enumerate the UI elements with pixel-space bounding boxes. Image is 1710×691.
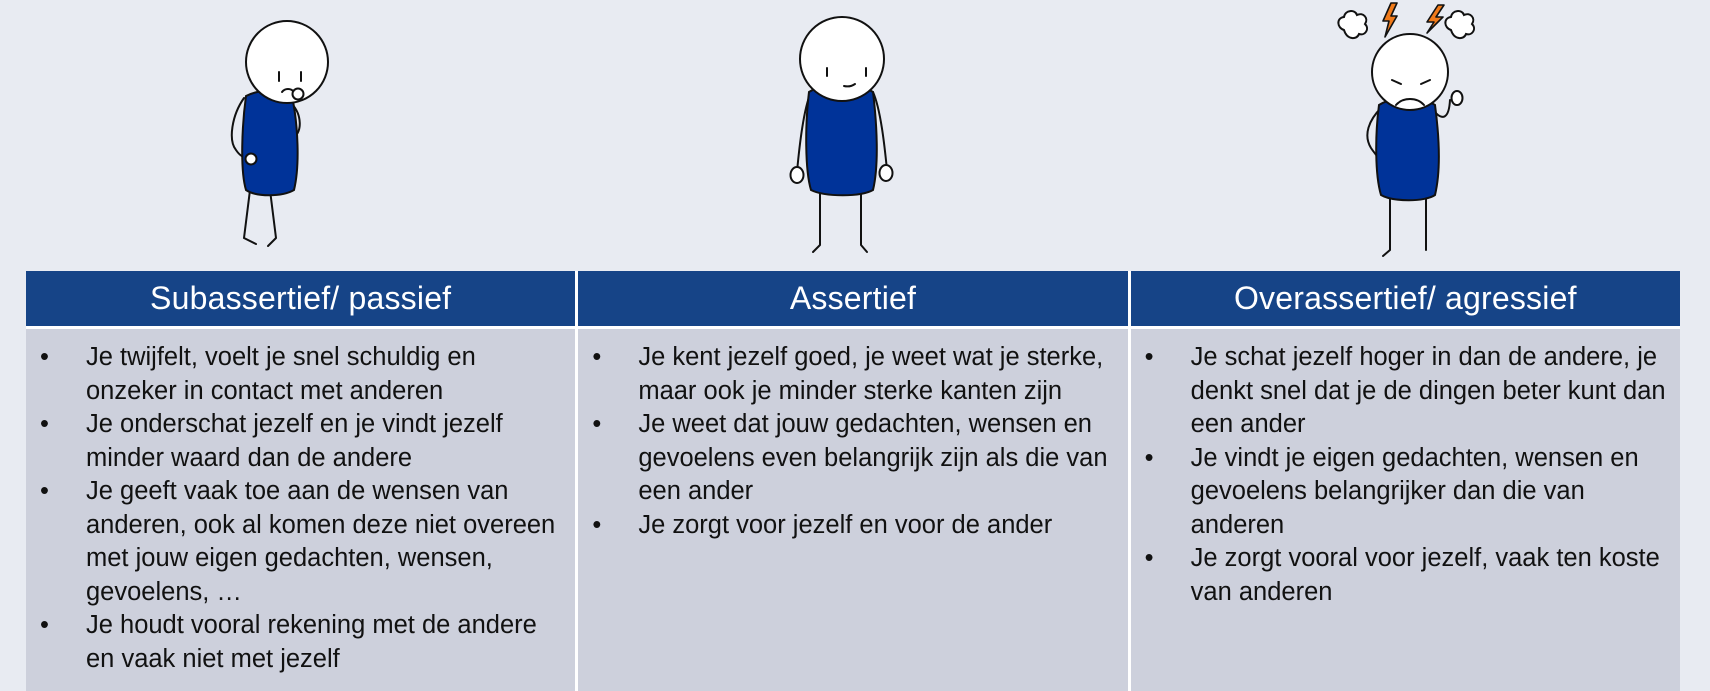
calm-stick-figure-icon	[785, 0, 905, 260]
list-item: • Je houdt vooral rekening met de andere en vaak niet met jezelf	[40, 609, 561, 676]
column-overassertive	[1131, 271, 1680, 691]
column-body	[578, 329, 1127, 691]
angry-stick-figure-icon	[1335, 0, 1485, 258]
column-subassertive	[26, 271, 575, 691]
bullet-list	[1145, 341, 1666, 609]
column-assertive	[578, 271, 1127, 691]
column-header: Subassertief/ passief	[26, 271, 575, 326]
list-item: • Je kent jezelf goed, je weet wat je sterke, maar ook je minder sterke kanten zijn	[592, 341, 1113, 408]
illustrations	[0, 0, 1710, 270]
column-header: Assertief	[578, 271, 1127, 326]
list-item: • Je geeft vaak toe aan de wensen van anderen, ook al komen deze niet overeen met jouw eigen gedachten, wensen, gevoelens, …	[40, 475, 561, 609]
column-header: Overassertief/ agressief	[1131, 271, 1680, 326]
list-item: • Je vindt je eigen gedachten, wensen en gevoelens belangrijker dan die van anderen	[1145, 442, 1666, 543]
column-body	[1131, 329, 1680, 691]
assertiveness-table	[26, 271, 1680, 691]
list-item: • Je onderschat jezelf en je vindt jezelf minder waard dan de andere	[40, 408, 561, 475]
column-body	[26, 329, 575, 691]
list-item: • Je weet dat jouw gedachten, wensen en gevoelens even belangrijk zijn als die van een ander	[592, 408, 1113, 509]
bullet-list	[40, 341, 561, 676]
list-item: • Je zorgt voor jezelf en voor de ander	[592, 509, 1113, 543]
list-item: • Je schat jezelf hoger in dan de andere, je denkt snel dat je de dingen beter kunt dan een ander	[1145, 341, 1666, 442]
hesitant-stick-figure-icon	[222, 0, 332, 255]
lightning-icon	[1383, 3, 1444, 37]
bullet-list	[592, 341, 1113, 542]
list-item: • Je zorgt vooral voor jezelf, vaak ten koste van anderen	[1145, 542, 1666, 609]
list-item: • Je twijfelt, voelt je snel schuldig en onzeker in contact met anderen	[40, 341, 561, 408]
